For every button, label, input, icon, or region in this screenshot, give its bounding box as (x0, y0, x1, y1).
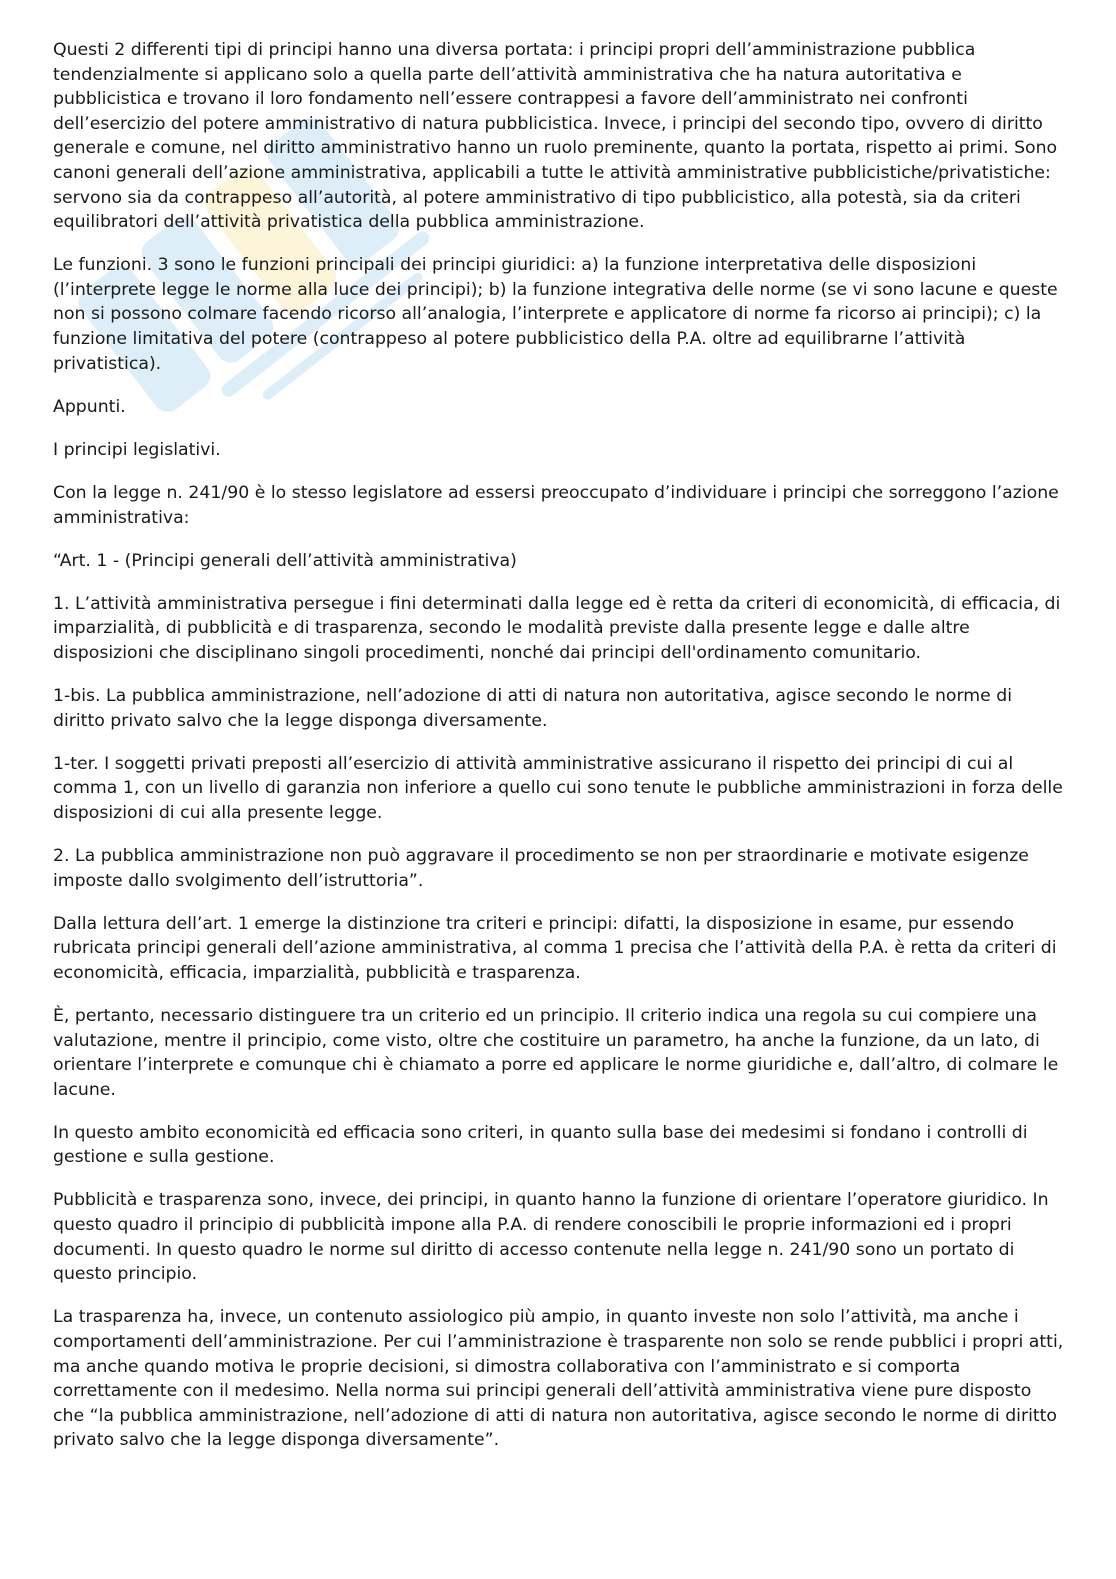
paragraph: Dalla lettura dell’art. 1 emerge la distinzione tra criteri e principi: difatti, la disposizione in esame, pur essendo rubricata principi generali dell’azione amministrativa, al comma 1 precisa che l’attività della P.A. è retta da criteri di economicità, efficacia, imparzialità, pubblicità e trasparenza. (53, 913, 1057, 983)
paragraph: Le funzioni. 3 sono le funzioni principali dei principi giuridici: a) la funzione interpretativa delle disposizioni (l’interprete legge le norme alla luce dei principi); b) la funzione integrativa delle norme (se vi sono lacune e queste non si possono colmare facendo ricorso all’analogia, l’interprete e applicatore di norme fa ricorso ai principi); c) la funzione limitativa del potere (contrappeso al potere pubblicistico della P.A. oltre ad equilibrarne l’attività privatistica). (53, 255, 1058, 374)
paragraph: È, pertanto, necessario distinguere tra un criterio ed un principio. Il criterio indica una regola su cui compiere una valutazione, mentre il principio, come visto, oltre che costituire un parametro, ha anche la funzione, da un lato, di orientare l’interprete e comunque chi è chiamato a porre ed applicare le norme giuridiche e, dall’altro, di colmare le lacune. (53, 1005, 1059, 1100)
section-heading: I principi legislativi. (53, 439, 221, 460)
article-comma: 1. L’attività amministrativa persegue i fini determinati dalla legge ed è retta da criteri di economicità, di efficacia, di imparzialità, di pubblicità e di trasparenza, secondo le modalità previste dalla presente legge e dalle altre disposizioni che disciplinano singoli procedimenti, nonché dai principi dell'ordinamento comunitario. (53, 593, 1061, 663)
paragraph: Appunti. (53, 396, 126, 417)
article-comma: 1-ter. I soggetti privati preposti all’esercizio di attività amministrative assicurano il rispetto dei principi di cui al comma 1, con un livello di garanzia non inferiore a quello cui sono tenute le pubbliche amministrazioni in forza delle disposizioni di cui alla presente legge. (53, 753, 1063, 823)
paragraph: La trasparenza ha, invece, un contenuto assiologico più ampio, in quanto investe non solo l’attività, ma anche i comportamenti dell’amministrazione. Per cui l’amministrazione è trasparente non solo se rende pubblici i propri atti, ma anche quando motiva le proprie decisioni, si dimostra collaborativa con l’amministrato e si comporta correttamente con il medesimo. Nella norma sui principi generali dell’attività amministrativa viene pure disposto che “la pubblica amministrazione, nell’adozione di atti di natura non autoritativa, agisce secondo le norme di diritto privato salvo che la legge disponga diversamente”. (53, 1307, 1064, 1451)
paragraph: In questo ambito economicità ed efficacia sono criteri, in quanto sulla base dei medesimi si fondano i controlli di gestione e sulla gestione. (53, 1122, 1028, 1168)
paragraph: Questi 2 differenti tipi di principi hanno una diversa portata: i principi propri dell’amministrazione pubblica tendenzialmente si applicano solo a quella parte dell’attività amministrativa che ha natura autoritativa e pubblicistica e trovano il loro fondamento nell’essere contrappesi a favore dell’amministrato nei confronti dell’esercizio del potere amministrativo di natura pubblicistica. Invece, i principi del secondo tipo, ovvero di diritto generale e comune, nel diritto amministrativo hanno un ruolo preminente, quanto la portata, rispetto ai primi. Sono canoni generali dell’azione amministrativa, applicabili a tutte le attività amministrative pubblicistiche/privatistiche: servono sia da contrappeso all’autorità, al potere amministrativo di tipo pubblicistico, alla potestà, sia da criteri equilibratori dell’attività privatistica della pubblica amministrazione. (53, 40, 1058, 233)
paragraph: Con la legge n. 241/90 è lo stesso legislatore ad essersi preoccupato d’individuare i principi che sorreggono l’azione amministrativa: (53, 482, 1059, 528)
article-comma: 1-bis. La pubblica amministrazione, nell’adozione di atti di natura non autoritativa, agisce secondo le norme di diritto privato salvo che la legge disponga diversamente. (53, 685, 1012, 731)
document-body (53, 38, 1065, 1471)
article-comma: 2. La pubblica amministrazione non può aggravare il procedimento se non per straordinarie e motivate esigenze imposte dallo svolgimento dell’istruttoria”. (53, 845, 1029, 891)
article-title: “Art. 1 - (Principi generali dell’attività amministrativa) (53, 550, 517, 571)
paragraph: Pubblicità e trasparenza sono, invece, dei principi, in quanto hanno la funzione di orientare l’operatore giuridico. In questo quadro il principio di pubblicità impone alla P.A. di rendere conoscibili le proprie informazioni ed i propri documenti. In questo quadro le norme sul diritto di accesso contenute nella legge n. 241/90 sono un portato di questo principio. (53, 1190, 1049, 1285)
